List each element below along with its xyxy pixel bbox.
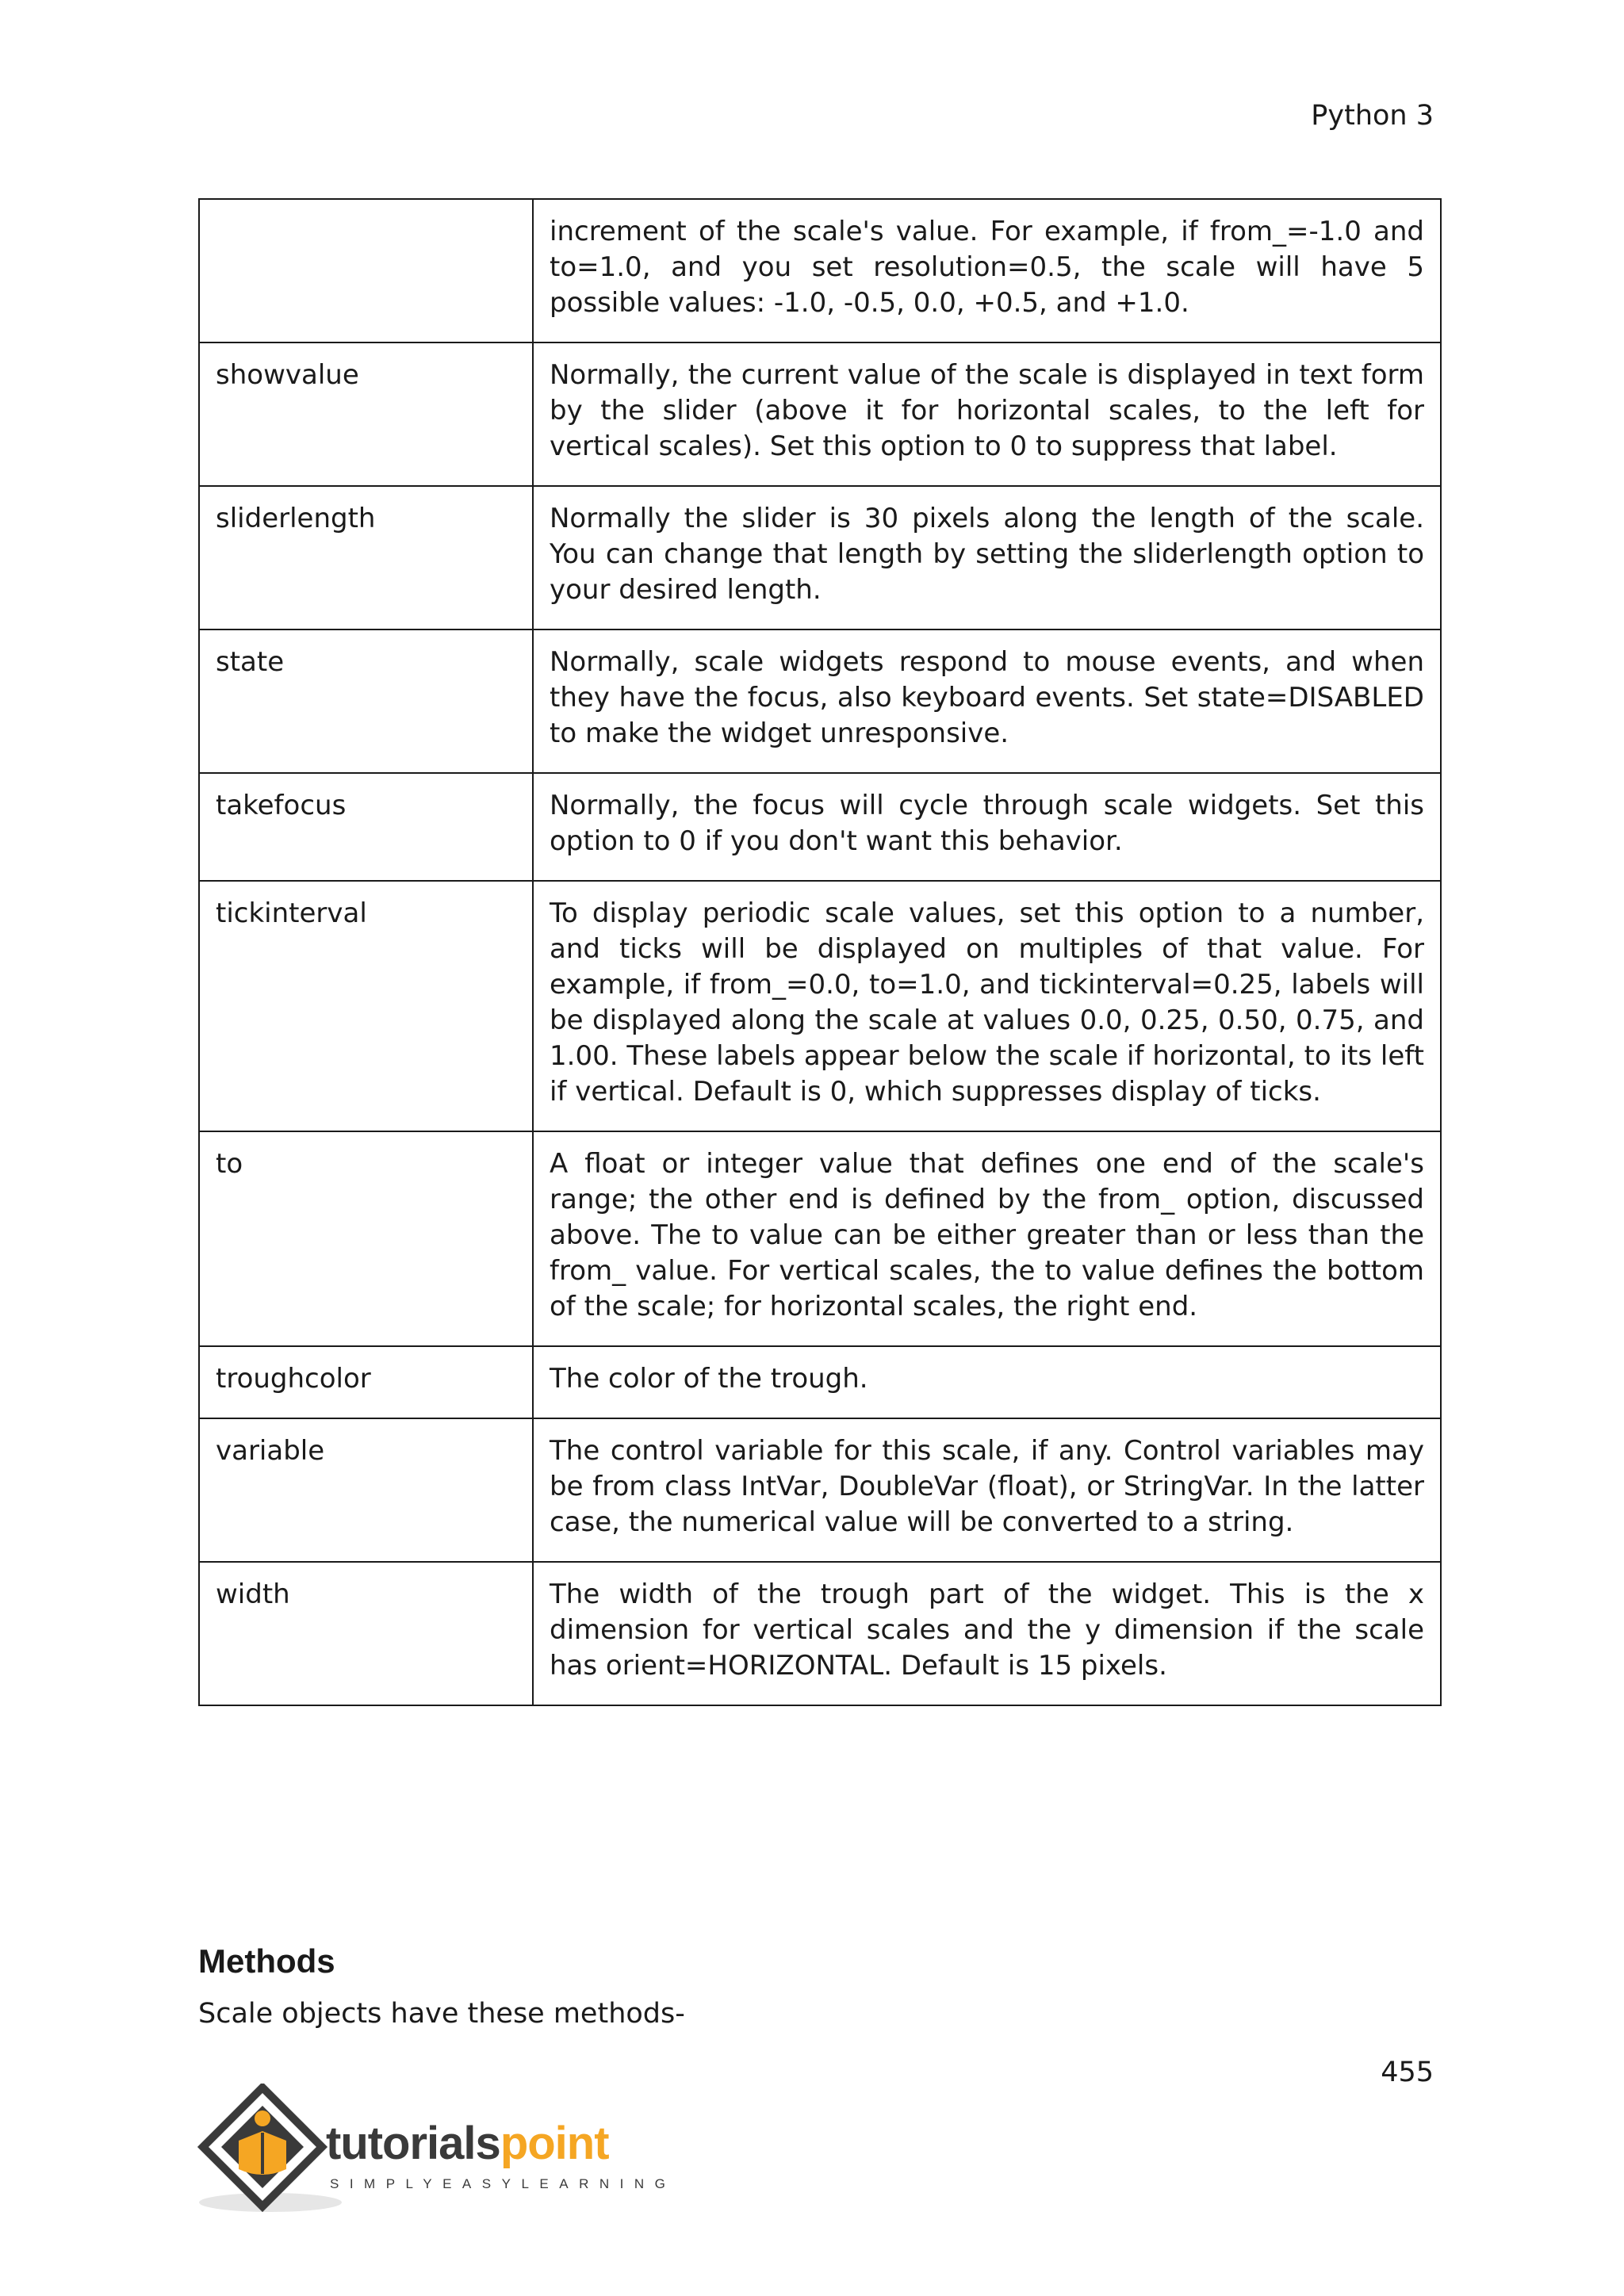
section-title-methods: Methods — [198, 1942, 335, 1980]
option-description: The color of the trough. — [533, 1346, 1441, 1418]
logo-wordmark-accent: point — [500, 2118, 609, 2169]
option-name: variable — [199, 1418, 533, 1562]
option-name: state — [199, 629, 533, 773]
table-row — [199, 486, 1441, 629]
table-row — [199, 773, 1441, 881]
table-row — [199, 342, 1441, 486]
logo-tagline: SIMPLYEASYLEARNING — [330, 2176, 671, 2191]
table-row — [199, 1131, 1441, 1346]
scale-options-table — [198, 198, 1442, 1706]
table-row — [199, 1418, 1441, 1562]
option-description: To display periodic scale values, set this option to a number, and ticks will be displayed on multiples of that value. For example, if from_=0.0, to=1.0, and tickinterval=0.25, labels will be displayed along the scale at values 0.0, 0.25, 0.50, 0.75, and 1.00. These labels appear below the scale if horizontal, to its left if vertical. Default is 0, which suppresses display of ticks. — [533, 881, 1441, 1131]
logo-wordmark — [326, 2118, 609, 2169]
methods-intro-text: Scale objects have these methods- — [198, 1998, 685, 2030]
option-name: showvalue — [199, 342, 533, 486]
option-name: tickinterval — [199, 881, 533, 1131]
page-number: 455 — [1381, 2057, 1434, 2088]
option-name: sliderlength — [199, 486, 533, 629]
option-description: The control variable for this scale, if any. Control variables may be from class IntVar, DoubleVar (float), or StringVar. In the latter case, the numerical value will be converted to a string. — [533, 1418, 1441, 1562]
tutorialspoint-logo — [195, 2084, 671, 2218]
option-description: Normally the slider is 30 pixels along the length of the scale. You can change that length by setting the sliderlength option to your desired length. — [533, 486, 1441, 629]
table-row — [199, 881, 1441, 1131]
tutorialspoint-diamond-logo-icon — [195, 2084, 671, 2218]
option-description: Normally, the focus will cycle through scale widgets. Set this option to 0 if you don't want this behavior. — [533, 773, 1441, 881]
table-row — [199, 1346, 1441, 1418]
option-name — [199, 199, 533, 342]
option-description: A float or integer value that defines one end of the scale's range; the other end is defined by the from_ option, discussed above. The to value can be either greater than or less than the from_ value. For vertical scales, the to value defines the bottom of the scale; for horizontal scales, the right end. — [533, 1131, 1441, 1346]
option-name: width — [199, 1562, 533, 1705]
option-name: troughcolor — [199, 1346, 533, 1418]
option-description: Normally, the current value of the scale is displayed in text form by the slider (above it for horizontal scales, to the left for vertical scales). Set this option to 0 to suppress that label. — [533, 342, 1441, 486]
option-description: The width of the trough part of the widget. This is the x dimension for vertical scales and the y dimension if the scale has orient=HORIZONTAL. Default is 15 pixels. — [533, 1562, 1441, 1705]
table-row — [199, 629, 1441, 773]
table-row — [199, 199, 1441, 342]
logo-wordmark-dark: tutorials — [326, 2118, 500, 2169]
option-description: Normally, scale widgets respond to mouse events, and when they have the focus, also keyboard events. Set state=DISABLED to make the widget unresponsive. — [533, 629, 1441, 773]
table-row — [199, 1562, 1441, 1705]
running-header: Python 3 — [1311, 100, 1434, 132]
option-description: increment of the scale's value. For example, if from_=-1.0 and to=1.0, and you set resolution=0.5, the scale will have 5 possible values: -1.0, -0.5, 0.0, +0.5, and +1.0. — [533, 199, 1441, 342]
option-name: to — [199, 1131, 533, 1346]
option-name: takefocus — [199, 773, 533, 881]
